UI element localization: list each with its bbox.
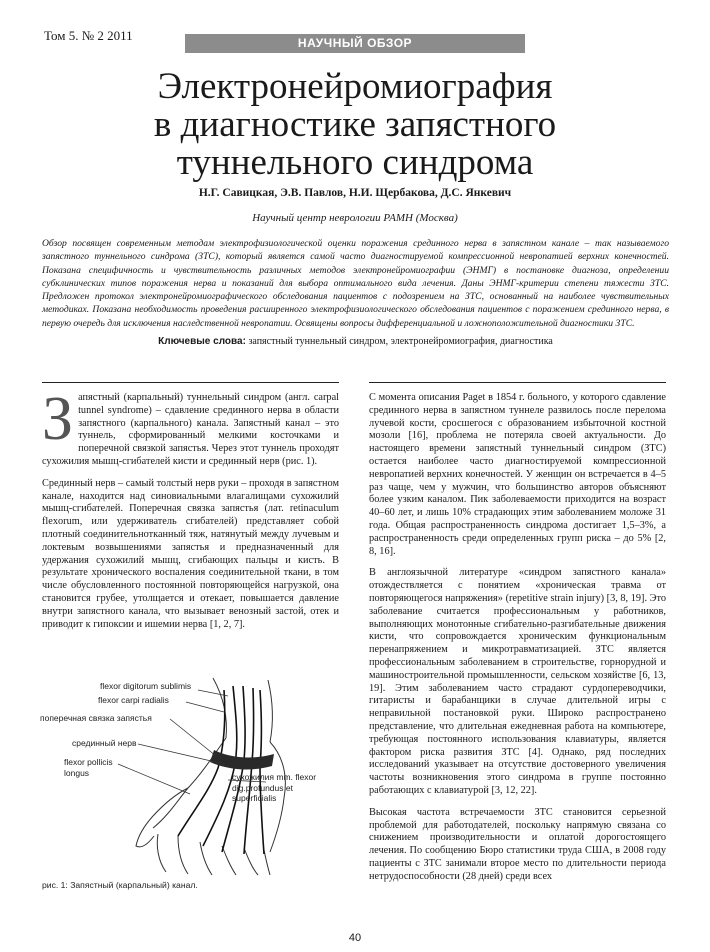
finger-outline bbox=[222, 846, 236, 875]
pointer-line bbox=[138, 744, 224, 764]
label-line: flexor pollicis bbox=[64, 757, 113, 767]
finger-outline bbox=[264, 850, 270, 875]
paragraph: Срединный нерв – самый толстый нерв руки – проходя в запястном канале, находится над синовиальными влагалищами сухожилий мышц-сгибателей. Поперечная связка запястья (лат. retinaculum flexorum, или удерживатель сгибателей) представляет собой плотный соединительнотканный тяж, натянутый между лучевым и локтевым возвышениями запястья и предназначенный для удержания сухожилий мышц, сгибающих пальцы и кисть. В результате хронического воспаления соединительной ткани, в том числе обусловленного постоянной повторяющейся нагрузкой, она становится грубее, утолщается и отекает, повышается давление внутри запястного канала, что вызывает венозный застой, отек и приводит к гипоксии и ишемии нерва [1, 2, 7]. bbox=[42, 477, 339, 630]
title-line: туннельного синдрома bbox=[176, 142, 534, 183]
finger-outline bbox=[244, 848, 258, 875]
paragraph: С момента описания Paget в 1854 г. больного, у которого сдавление срединного нерва в запястном туннеле развилось после перелома лучевой кости, сросшегося с образованием избыточной костной мозоли [16], проблема не потеряла своей актуальности. До настоящего времени запястный туннельный синдром (ЗТС) остается наиболее часто диагностируемой компрессионной невропатией верхних конечностей. У женщин он встречается в 4–5 раз чаще, чем у мужчин, что большинство авторов объясняют более узким каналом. Пик заболеваемости приходится на возраст 40–60 лет, и лишь 10% страдающих этим заболеванием моложе 31 года. Общая распространенность синдрома достигает 1,5–3%, а распространенность среди определенных групп риска – до 5% [2, 8, 16]. bbox=[369, 392, 666, 557]
journal-issue: Том 5. № 2 2011 bbox=[44, 28, 133, 43]
transverse-ligament-band bbox=[210, 750, 274, 769]
finger-outline bbox=[200, 842, 212, 875]
pointer-line bbox=[186, 702, 224, 712]
forearm-outline bbox=[268, 680, 272, 742]
pointer-line bbox=[118, 764, 190, 794]
abstract: Обзор посвящен современным методам электрофизиологической оценки поражения срединного нерва в запястном канале – так называемого запястного туннельного синдрома (ЗТС), который является самой часто диагностируемой компрессионной невропатией верхних конечностей. Показана специфичность и чувствительность различных методов электронейромиографии (ЭНМГ) в постановке диагноза, определении субклинических типов поражения нерва и показаний для выбора оптимального вида лечения. Даны ЭНМГ-критерии степени тяжести ЗТС. Предложен протокол электронейромиографического обследования пациентов с подозрением на ЗТС, основанный на наиболее чувствительных методиках. Показана необходимость проведения расширенного электрофизиологического обследования пациентов с поражением срединного нерва, в первую очередь для исключения наследственной невропатии. Освящены вопросы дифференциальной и ложноположительной диагностики ЗТС. bbox=[42, 238, 669, 329]
article-title bbox=[60, 68, 650, 182]
drop-cap: З bbox=[42, 385, 74, 453]
thumb-outline bbox=[136, 788, 188, 847]
label-flexor-carpi: flexor carpi radialis bbox=[98, 695, 169, 705]
title-line: Электронейромиография bbox=[157, 66, 553, 107]
paragraph: Высокая частота встречаемости ЗТС становится серьезной проблемой для работодателей, поскольку напрямую связана со снижением производительности и оплатой дорогостоящего лечения. По сообщению Бюро статистики труда США, в 2008 году пациенты с ЗТС занимали второе место по длительности периода нетрудоспособности (28 дней) среди всех bbox=[369, 806, 666, 882]
figure-carpal-tunnel bbox=[38, 676, 343, 876]
paragraph-text: апястный (карпальный) туннельный синдром (англ. carpal tunnel syndrome) – сдавление срединного нерва в области запястного (карпального) канала. Запястный канал – это туннель, сформированный мелкими косточками и поперечной связкой запястья. Через этот туннель проходят сухожилия мышц-сгибателей кисти и срединный нерв (рис. 1). bbox=[42, 392, 339, 467]
label-line: сухожилия mm. flexor bbox=[232, 772, 317, 782]
keywords bbox=[42, 336, 669, 347]
section-banner: НАУЧНЫЙ ОБЗОР bbox=[185, 34, 525, 53]
left-column bbox=[42, 385, 339, 640]
right-column bbox=[369, 392, 666, 892]
label-flexor-digitorum: flexor digitorum sublimis bbox=[100, 681, 192, 691]
keywords-text: запястный туннельный синдром, электронейромиография, диагностика bbox=[245, 336, 553, 347]
authors: Н.Г. Савицкая, Э.В. Павлов, Н.И. Щербакова, Д.С. Янкевич bbox=[198, 187, 512, 199]
finger-outline bbox=[157, 834, 166, 872]
finger-outline bbox=[178, 836, 188, 874]
label-line: longus bbox=[64, 767, 90, 778]
label-flexor-pollicis bbox=[64, 757, 113, 778]
label-tendons bbox=[232, 772, 316, 804]
label-transverse-ligament: поперечная связка запястья bbox=[40, 713, 152, 723]
label-median-nerve: срединный нерв bbox=[72, 738, 137, 748]
institution: Научный центр неврологии РАМН (Москва) bbox=[252, 212, 458, 224]
paragraph: В англоязычной литературе «синдром запястного канала» отождествляется с понятием «хроническая травма от повторяющегося напряжения» (repetitive strain injury) [3, 8, 19]. Это заболевание считается профессиональным у работников, выполняющих монотонные сгибательно-разгибательные движения кисти, что сопровождается хроническим функциональным перенапряжением и микротравматизацией. ЗТС является профессиональным заболеванием в строительстве, горнорудной и машиностроительной промышленности, сельском хозяйстве [6, 13, 19]. Этим заболеванием часто страдают сурдопереводчики, гитаристы и барабанщики в случае длительной игры с неправильной постановкой руки. Широко распространено представление, что длительная ежедневная работа на компьютере, требующая постоянного использования клавиатуры, является фактором риска развития ЗТС [4]. Однако, ряд последних исследований указывает на отсутствие достоверного увеличения частоты возникновения этого синдрома в группе постоянно работающих с клавиатурой [3, 12, 22]. bbox=[369, 567, 666, 796]
pointer-line bbox=[170, 719, 216, 756]
label-line: superficialis bbox=[232, 793, 277, 803]
tendon bbox=[244, 688, 254, 854]
keywords-label: Ключевые слова: bbox=[158, 336, 246, 347]
paragraph bbox=[42, 385, 339, 469]
figure-caption: рис. 1: Запястный (карпальный) канал. bbox=[42, 880, 198, 890]
column-divider-right bbox=[369, 382, 666, 383]
page-number: 40 bbox=[348, 932, 362, 944]
title-line: в диагностике запястного bbox=[153, 104, 557, 145]
column-divider-left bbox=[42, 382, 339, 383]
label-line: dig.profundus et bbox=[232, 782, 293, 793]
